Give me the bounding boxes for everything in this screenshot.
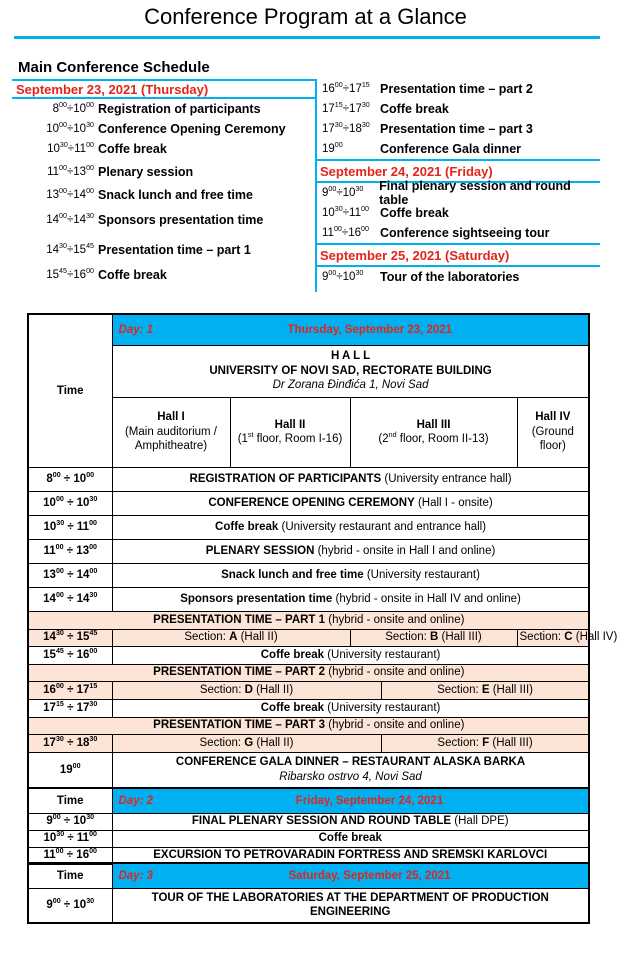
day3-table <box>27 862 590 924</box>
hall-heading: H A L L <box>330 350 371 363</box>
day-date: Thursday, September 23, 2021 <box>287 323 453 336</box>
summary-row <box>316 119 600 139</box>
activity-cell: FINAL PLENARY SESSION AND ROUND TABLE (Hall DPE) <box>112 813 589 830</box>
day1-table <box>27 313 617 789</box>
summary-label: Final plenary session and round table <box>379 179 571 207</box>
summary-time: $14^{30}\div 15^{45}$ <box>46 242 94 256</box>
summary-time: $17^{30}\div 18^{30}$ <box>322 121 370 135</box>
activity-cell: Coffe break (University restaurant and entrance hall) <box>112 515 589 539</box>
schedule-row <box>28 515 589 539</box>
time-cell: $16^{00} \div 17^{15}$ <box>28 681 112 699</box>
day2-header <box>112 788 589 813</box>
summary-time: $9^{00}\div 10^{30}$ <box>322 269 364 283</box>
summary-row <box>16 185 316 205</box>
gala-label: CONFERENCE GALA DINNER – RESTAURANT ALASKA BARKA <box>175 756 526 769</box>
summary-time: $13^{00}\div 14^{00}$ <box>46 187 94 201</box>
summary-time: $11^{00}\div 16^{00}$ <box>322 225 369 239</box>
section-a: Section: A (Hall II) <box>112 629 350 646</box>
day3-header <box>112 863 589 888</box>
time-cell: $14^{30} \div 15^{45}$ <box>28 629 112 646</box>
summary-row <box>316 79 600 99</box>
summary-date-heading: September 24, 2021 (Friday) <box>316 159 600 183</box>
time-cell: $10^{00} \div 10^{30}$ <box>28 491 112 515</box>
hall-name: Hall II <box>274 418 306 431</box>
time-cell: $10^{30} \div 11^{00}$ <box>28 515 112 539</box>
time-cell: $10^{30} \div 11^{00}$ <box>28 830 112 847</box>
activity-cell: Snack lunch and free time (University restaurant) <box>112 563 589 587</box>
summary-time: $9^{00}\div 10^{30}$ <box>322 185 364 199</box>
summary-time: $8^{00}\div 10^{00}$ <box>52 101 94 115</box>
summary-label: Plenary session <box>98 165 194 179</box>
schedule-row <box>28 830 589 847</box>
hall-desc: (Ground floor) <box>531 425 574 453</box>
summary-row <box>316 203 600 223</box>
hall-name: Hall I <box>157 411 185 424</box>
summary-row <box>16 265 316 285</box>
activity-cell: REGISTRATION OF PARTICIPANTS (University entrance hall) <box>112 467 589 491</box>
activity-cell: Sponsors presentation time (hybrid - onsite in Hall IV and online) <box>112 587 589 611</box>
time-cell: $17^{30} \div 18^{30}$ <box>28 734 112 752</box>
pt2-sections <box>28 681 589 699</box>
schedule-row <box>28 587 589 611</box>
activity-cell <box>112 888 589 923</box>
schedule-row <box>28 563 589 587</box>
time-header: Time <box>28 314 112 467</box>
hall-desc: (1st floor, Room I-16) <box>237 431 343 445</box>
summary-row <box>16 99 316 119</box>
summary-row <box>316 179 600 207</box>
hall-3 <box>350 397 517 467</box>
schedule-row <box>28 539 589 563</box>
time-cell: $9^{00} \div 10^{30}$ <box>28 813 112 830</box>
summary-label: Presentation time – part 1 <box>98 243 251 257</box>
activity-cell: CONFERENCE OPENING CEREMONY (Hall I - onsite) <box>112 491 589 515</box>
title-divider <box>14 36 600 39</box>
time-cell: $13^{00} \div 14^{00}$ <box>28 563 112 587</box>
pt2-header: PRESENTATION TIME – PART 2 (hybrid - onsite and online) <box>28 664 589 681</box>
summary-row <box>16 119 316 139</box>
summary-left-column <box>16 79 316 285</box>
time-cell: $14^{00} \div 14^{30}$ <box>28 587 112 611</box>
section-e: Section: E (Hall III) <box>381 681 589 699</box>
hall-2 <box>230 397 350 467</box>
hall-desc: Amphitheatre) <box>134 440 208 453</box>
schedule-row <box>28 467 589 491</box>
time-cell: $11^{00} \div 13^{00}$ <box>28 539 112 563</box>
summary-label: Snack lunch and free time <box>98 188 253 202</box>
gala-address: Ribarsko ostrvo 4, Novi Sad <box>279 770 422 783</box>
hall-name: Hall III <box>416 418 451 431</box>
hall-4 <box>517 397 589 467</box>
summary-row <box>316 223 600 243</box>
section-d: Section: D (Hall II) <box>112 681 381 699</box>
summary-label: Conference Opening Ceremony <box>98 122 286 136</box>
summary-row <box>16 235 316 265</box>
hall-1 <box>112 397 230 467</box>
summary-row <box>316 99 600 119</box>
day-date: Friday, September 24, 2021 <box>295 794 444 807</box>
summary-row <box>16 139 316 159</box>
activity-cell <box>112 752 589 788</box>
day2-table <box>27 787 590 865</box>
summary-label: Coffe break <box>380 206 449 220</box>
time-header: Time <box>28 788 112 813</box>
hall-desc: (2nd floor, Room II-13) <box>378 431 489 445</box>
schedule-row <box>28 813 589 830</box>
activity-cell: Coffe break <box>112 830 589 847</box>
summary-time: $16^{00}\div 17^{15}$ <box>322 81 370 95</box>
pt3-sections <box>28 734 589 752</box>
activity-cell: PLENARY SESSION (hybrid - onsite in Hall I and online) <box>112 539 589 563</box>
schedule-subtitle: Main Conference Schedule <box>18 59 210 76</box>
day-label: Day: 2 <box>118 794 154 807</box>
day-label: Day: 1 <box>118 323 154 336</box>
summary-label: Presentation time – part 3 <box>380 122 533 136</box>
time-header: Time <box>28 863 112 888</box>
activity-label: TOUR OF THE LABORATORIES AT THE DEPARTMENT OF PRODUCTION <box>151 891 549 904</box>
venue-address: Dr Zorana Đinđića 1, Novi Sad <box>272 379 429 392</box>
gala-row <box>28 752 589 788</box>
time-cell: $8^{00} \div 10^{00}$ <box>28 467 112 491</box>
activity-cell: Coffe break (University restaurant) <box>112 646 589 664</box>
summary-label: Presentation time – part 2 <box>380 82 533 96</box>
activity-cell: EXCURSION TO PETROVARADIN FORTRESS AND SREMSKI KARLOVCI <box>112 847 589 864</box>
pt3-header: PRESENTATION TIME – PART 3 (hybrid - onsite and online) <box>28 717 589 734</box>
pt1-sections <box>28 629 589 646</box>
summary-row <box>16 205 316 235</box>
summary-row <box>316 267 600 287</box>
summary-time: $14^{00}\div 14^{30}$ <box>46 212 94 226</box>
schedule-row <box>28 491 589 515</box>
summary-label: Conference sightseeing tour <box>380 226 550 240</box>
coffee-break-row <box>28 646 589 664</box>
summary-row <box>16 159 316 185</box>
activity-cell: Coffe break (University restaurant) <box>112 699 589 717</box>
time-cell: $9^{00} \div 10^{30}$ <box>28 888 112 923</box>
summary-time: $10^{30}\div 11^{00}$ <box>47 141 94 155</box>
time-cell: $17^{15} \div 17^{30}$ <box>28 699 112 717</box>
presentation-block <box>28 611 617 788</box>
hall-name: Hall IV <box>535 411 571 424</box>
time-cell: $19^{00}$ <box>28 752 112 788</box>
schedule-row <box>28 888 589 923</box>
summary-label: Coffe break <box>98 142 167 156</box>
activity-label: ENGINEERING <box>309 906 391 919</box>
hall-desc: (Main auditorium / <box>124 425 218 438</box>
summary-label: Registration of participants <box>98 102 261 116</box>
summary-label: Tour of the laboratories <box>380 270 520 284</box>
summary-label: Coffe break <box>98 268 167 282</box>
pt1-header: PRESENTATION TIME – PART 1 (hybrid - onsite and online) <box>28 611 589 629</box>
page-title: Conference Program at a Glance <box>144 4 467 29</box>
summary-date-heading: September 23, 2021 (Thursday) <box>12 79 316 99</box>
time-cell: $11^{00} \div 16^{00}$ <box>28 847 112 864</box>
summary-label: Coffe break <box>380 102 449 116</box>
summary-date-heading: September 25, 2021 (Saturday) <box>316 243 600 267</box>
day-date: Saturday, September 25, 2021 <box>288 869 451 882</box>
time-cell: $15^{45} \div 16^{00}$ <box>28 646 112 664</box>
summary-time: $19^{00}$ <box>322 141 343 155</box>
coffee-break-row <box>28 699 589 717</box>
venue-name: UNIVERSITY OF NOVI SAD, RECTORATE BUILDING <box>209 364 492 377</box>
summary-time: $11^{00}\div 13^{00}$ <box>47 164 94 178</box>
section-f: Section: F (Hall III) <box>381 734 589 752</box>
day-label: Day: 3 <box>118 869 154 882</box>
summary-time: $15^{45}\div 16^{00}$ <box>46 267 94 281</box>
section-c: Section: C (Hall IV) <box>517 629 589 646</box>
summary-row <box>316 139 600 159</box>
summary-time: $10^{30}\div 11^{00}$ <box>322 205 369 219</box>
summary-label: Conference Gala dinner <box>380 142 522 156</box>
day1-header <box>112 314 589 345</box>
section-g: Section: G (Hall II) <box>112 734 381 752</box>
section-b: Section: B (Hall III) <box>350 629 517 646</box>
venue-cell <box>112 345 589 397</box>
summary-label: Sponsors presentation time <box>98 213 264 227</box>
summary-time: $10^{00}\div 10^{30}$ <box>46 121 94 135</box>
summary-right-column <box>316 79 600 287</box>
summary-time: $17^{15}\div 17^{30}$ <box>322 101 370 115</box>
